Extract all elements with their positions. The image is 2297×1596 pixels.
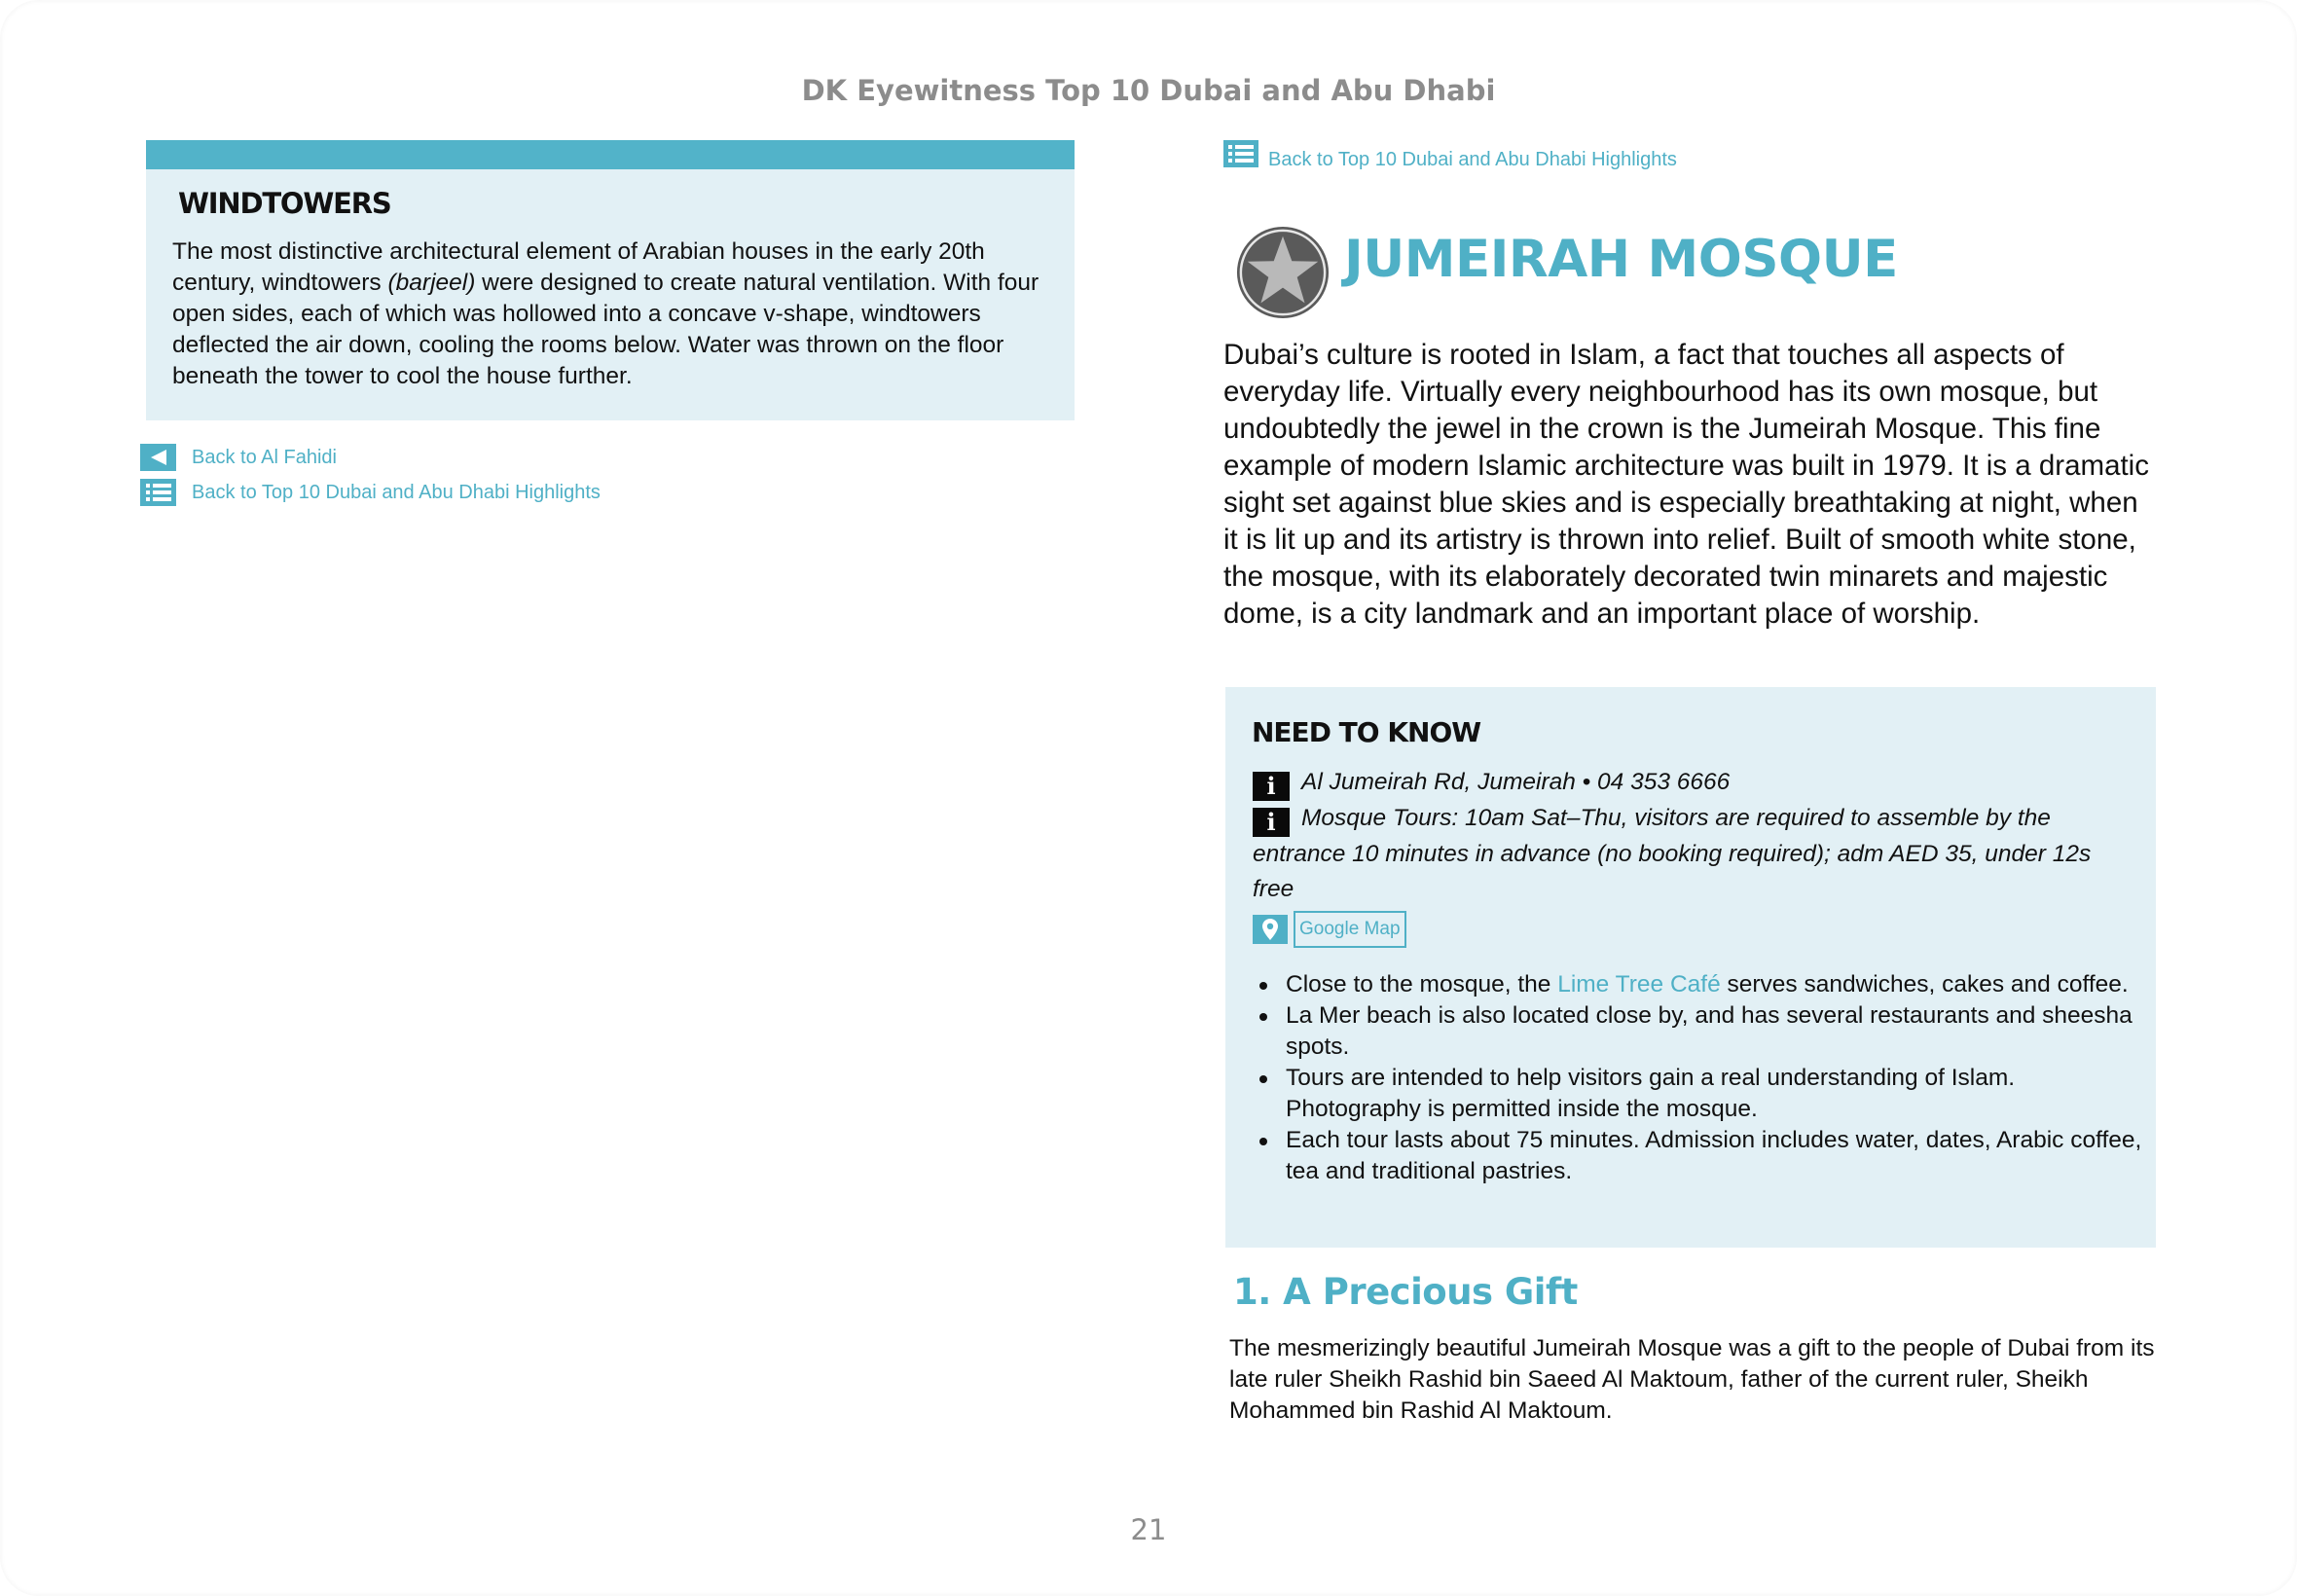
need-to-know-box <box>1225 687 2156 1248</box>
map-row <box>1253 911 1406 948</box>
lime-tree-cafe-link[interactable]: Lime Tree Café <box>1557 971 1721 998</box>
bullet-text: Tours are intended to help visitors gain a real understanding of Islam. Photography is permitted inside the mosque. <box>1286 1065 2016 1122</box>
sidebar-italic-term: (barjeel) <box>387 270 476 296</box>
back-arrow-icon <box>140 444 176 471</box>
top-back-to-highlights-link[interactable] <box>1223 140 1677 170</box>
sidebar-text-part: The most distinctive architectural element of Arabian houses in the early 20th century, windtowers <box>172 238 985 296</box>
list-item <box>1286 1063 2142 1125</box>
book-title: DK Eyewitness Top 10 Dubai and Abu Dhabi <box>801 74 1496 107</box>
tips-list <box>1286 969 2142 1187</box>
google-map-link[interactable]: Google Map <box>1294 911 1406 948</box>
list-item <box>1286 1000 2142 1063</box>
sidebar-text <box>172 236 1058 392</box>
list-item <box>1286 1125 2142 1187</box>
sidebar-title: WINDTOWERS <box>178 187 391 220</box>
link-label: Back to Al Fahidi <box>192 446 337 468</box>
bullet-text: La Mer beach is also located close by, and has several restaurants and sheesha spots. <box>1286 1002 2133 1060</box>
page-number: 21 <box>1130 1513 1167 1546</box>
need-to-know-title: NEED TO KNOW <box>1252 716 1481 748</box>
section-body: The mesmerizingly beautiful Jumeirah Mosque was a gift to the people of Dubai from its late ruler Sheikh Rashid bin Saeed Al Maktoum, father of the current ruler, Sheikh Mohammed bin Rashid Al Maktoum. <box>1229 1335 2155 1424</box>
list-icon <box>1223 140 1258 167</box>
back-to-al-fahidi-link[interactable] <box>140 444 337 471</box>
list-icon <box>140 479 176 506</box>
address-line <box>1253 765 2129 801</box>
link-label: Back to Top 10 Dubai and Abu Dhabi Highlights <box>1268 149 1677 170</box>
sidebar-text-part: were designed to create natural ventilation. With four open sides, each of which was hollowed into a concave v-shape, windtowers deflected the air down, cooling the rooms below. Water was thrown on the floor beneath the tower to cool the house further. <box>172 270 1039 389</box>
bullet-text: serves sandwiches, cakes and coffee. <box>1720 971 2129 998</box>
intro-paragraph: Dubai’s culture is rooted in Islam, a fact that touches all aspects of everyday life. Virtually every neighbourhood has its own mosque, but undoubtedly the jewel in the crown is the Jumeirah Mosque. This fine example of modern Islamic architecture was built in 1979. It is a dramatic sight set against blue skies and is especially breathtaking at night, when it is lit up and its artistry is thrown into relief. Built of smooth white stone, the mosque, with its elaborately decorated twin minarets and majestic dome, is a city landmark and an important place of worship. <box>1223 339 2149 630</box>
sidebar-top-bar <box>146 140 1075 169</box>
link-label: Back to Top 10 Dubai and Abu Dhabi Highlights <box>192 481 601 503</box>
address-text: Al Jumeirah Rd, Jumeirah • 04 353 6666 <box>1301 769 1731 795</box>
tours-text: Mosque Tours: 10am Sat–Thu, visitors are required to assemble by the entrance 10 minutes in advance (no booking required); adm AED 35, under 12s free <box>1253 805 2092 902</box>
section-heading: 1. A Precious Gift <box>1233 1271 1578 1313</box>
bullet-text: Each tour lasts about 75 minutes. Admission includes water, dates, Arabic coffee, tea and traditional pastries. <box>1286 1127 2142 1184</box>
page-title: JUMEIRAH MOSQUE <box>1344 230 1898 289</box>
need-to-know-info <box>1253 765 2129 907</box>
map-pin-icon[interactable] <box>1253 915 1288 944</box>
back-to-highlights-link[interactable] <box>140 479 601 506</box>
windtowers-sidebar <box>146 140 1075 420</box>
bullet-text: Close to the mosque, the <box>1286 971 1558 998</box>
list-item <box>1286 969 2142 1000</box>
info-icon: i <box>1253 772 1290 801</box>
info-icon: i <box>1253 808 1290 837</box>
star-icon <box>1235 225 1331 320</box>
tours-line <box>1253 801 2129 907</box>
